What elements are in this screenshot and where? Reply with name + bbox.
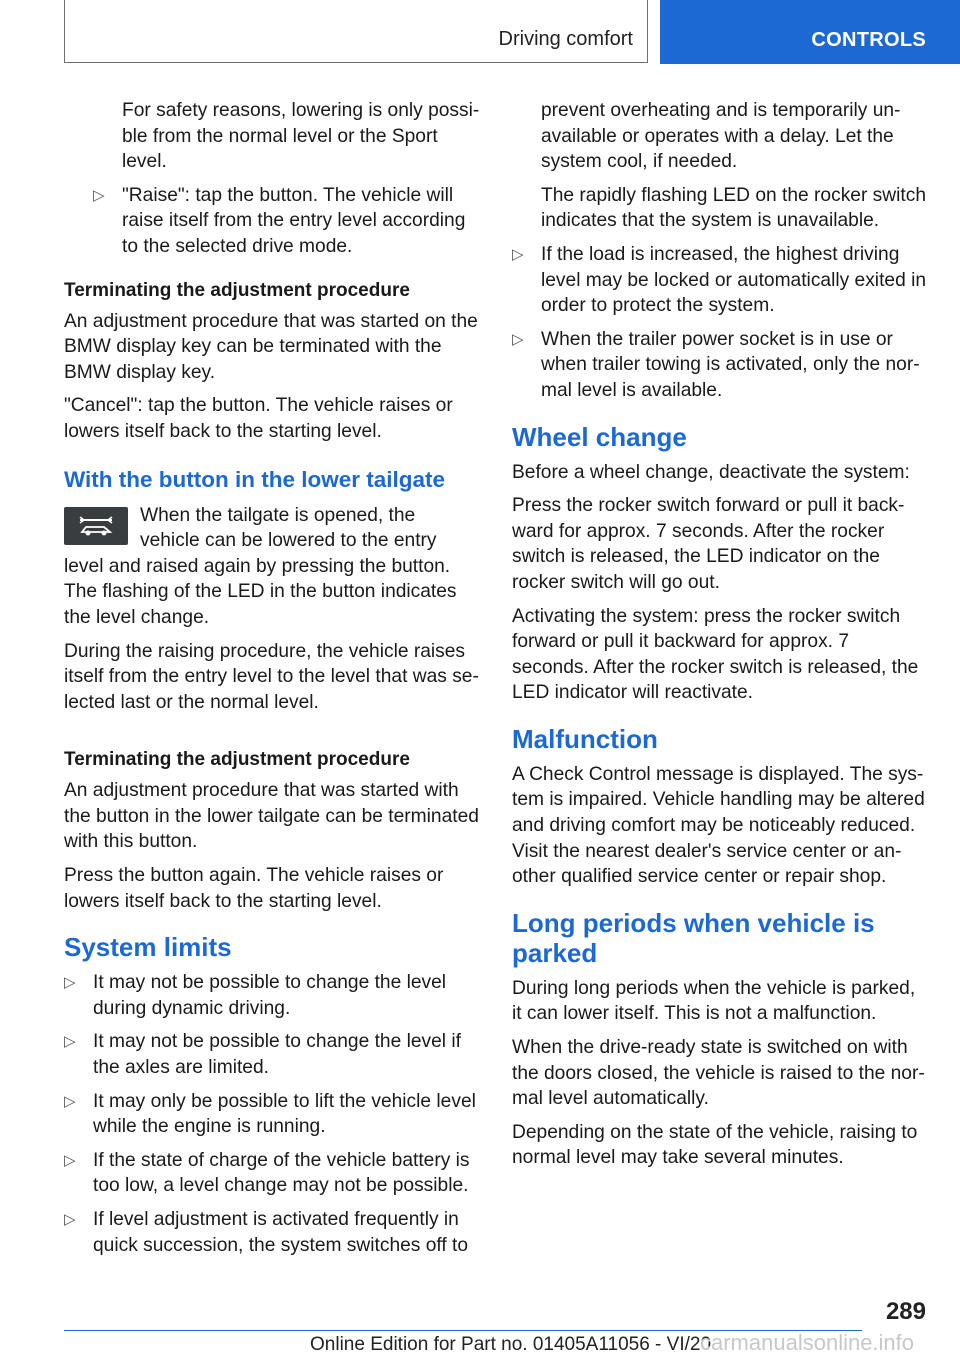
page-number: 289 — [885, 1298, 926, 1325]
list-item — [64, 970, 480, 1021]
section-heading: System limits — [64, 932, 232, 963]
list-item-text: If the state of charge of the vehicle battery is too low, a level change may not be possible. — [93, 1149, 470, 1197]
subheading: Terminating the adjustment procedure — [64, 279, 410, 301]
page-header — [0, 0, 960, 66]
paragraph: Depending on the state of the vehicle, raising to normal level may take several minutes. — [512, 1121, 918, 1169]
section-heading: Long periods when vehicle is parked — [512, 907, 875, 968]
paragraph: Press the rocker switch forward or pull it backward for approx. 7 seconds. After the rocker switch is released, the LED indicator on the rocker switch will go out. — [512, 495, 905, 593]
paragraph: A Check Control message is displayed. The system is impaired. Vehicle handling may be altered and driving comfort may be noticeably reduced. Visit the nearest dealer's service center or another qualified service center or repair shop. — [512, 763, 925, 888]
tailgate-level-button-icon — [64, 507, 128, 545]
list-item — [64, 1207, 480, 1258]
list-item-text: When the trailer power socket is in use or when trailer towing is activated, only the normal level is available. — [541, 328, 920, 401]
paragraph: When the tailgate is opened, the vehicle can be lowered to the entry level and raised again by pressing the button. The flashing of the LED in the button indicates the level change. — [64, 504, 457, 628]
paragraph: prevent overheating and is temporarily unavailable or operates with a delay. Let the system cool, if needed. — [541, 100, 901, 173]
bullet-triangle-icon: ▷ — [512, 330, 524, 348]
section-heading: Malfunction — [512, 723, 658, 754]
list-item — [64, 1148, 480, 1199]
paragraph: The rapidly flashing LED on the rocker switch indicates that the system is unavailable. — [541, 184, 926, 232]
paragraph: An adjustment procedure that was started with the button in the lower tailgate can be terminated with this button. — [64, 780, 479, 853]
right-column — [512, 98, 928, 1179]
list-item — [512, 242, 928, 319]
bullet-triangle-icon: ▷ — [64, 1033, 76, 1051]
list-item-text: It may only be possible to lift the vehicle level while the engine is running. — [93, 1090, 476, 1138]
list-item — [64, 1089, 480, 1140]
paragraph: During long periods when the vehicle is parked, it can lower itself. This is not a malfunction. — [512, 977, 916, 1025]
list-item-text: It may not be possible to change the level during dynamic driving. — [93, 972, 447, 1019]
bullet-triangle-icon: ▷ — [64, 974, 76, 992]
list-item — [512, 327, 928, 404]
paragraph: Before a wheel change, deactivate the system: — [512, 461, 910, 483]
paragraph: An adjustment procedure that was started on the BMW display key can be terminated with the BMW display key. — [64, 310, 478, 383]
bullet-triangle-icon: ▷ — [64, 1211, 76, 1228]
left-column — [64, 98, 480, 1266]
paragraph: "Cancel": tap the button. The vehicle raises or lowers itself back to the starting level. — [64, 395, 453, 442]
list-item-text: If level adjustment is activated frequently in quick succession, the system switches off to — [93, 1209, 469, 1256]
section-heading: Wheel change — [512, 421, 687, 452]
list-item-text: It may not be possible to change the level if the axles are limited. — [93, 1031, 461, 1079]
header-chapter-title: CONTROLS — [811, 29, 926, 51]
tailgate-button-block — [64, 503, 480, 631]
paragraph: For safety reasons, lowering is only possible from the normal level or the Sport level. — [122, 100, 480, 173]
header-section-title: Driving comfort — [498, 28, 633, 50]
list-item-text: "Raise": tap the button. The vehicle will raise itself from the entry level according to the selected drive mode. — [122, 184, 466, 257]
watermark: carmanualsonline.info — [700, 1330, 915, 1355]
bullet-triangle-icon: ▷ — [64, 1092, 76, 1110]
paragraph: During the raising procedure, the vehicle raises itself from the entry level to the level that was selected last or the normal level. — [64, 640, 479, 713]
header-chapter-tab[interactable] — [660, 0, 960, 64]
section-heading: With the button in the lower tailgate — [64, 466, 446, 492]
list-item — [64, 1029, 480, 1080]
paragraph: When the drive-ready state is switched on with the doors closed, the vehicle is raised to the normal level automatically. — [512, 1037, 925, 1110]
list-item-text: If the load is increased, the highest driving level may be locked or automatically exited in order to protect the system. — [541, 243, 927, 317]
paragraph: Activating the system: press the rocker switch forward or pull it backward for approx. 7 seconds. After the rocker switch is released, the LED indicator will reactivate. — [512, 605, 919, 704]
footer-edition: Online Edition for Part no. 01405A11056 - VI/20 — [310, 1334, 712, 1355]
paragraph: Press the button again. The vehicle raises or lowers itself back to the starting level. — [64, 865, 444, 912]
header-section-box — [64, 0, 648, 63]
subheading: Terminating the adjustment procedure — [64, 749, 410, 771]
bullet-triangle-icon: ▷ — [93, 186, 105, 204]
bullet-triangle-icon: ▷ — [512, 245, 524, 263]
list-item — [64, 183, 480, 260]
bullet-triangle-icon: ▷ — [64, 1151, 76, 1169]
